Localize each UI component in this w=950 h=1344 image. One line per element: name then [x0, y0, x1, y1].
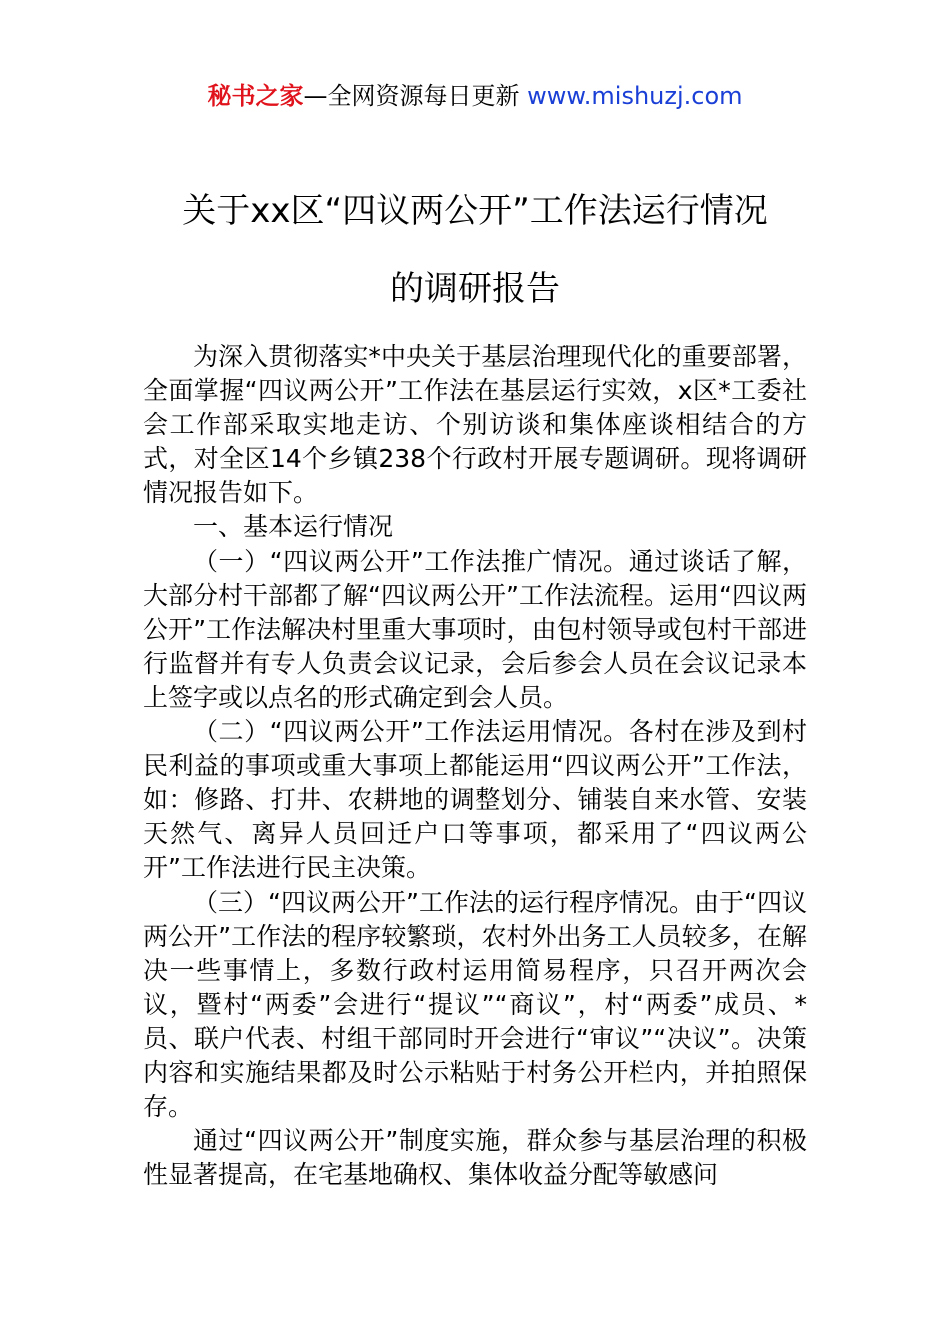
header-tagline: —全网资源每日更新 — [303, 82, 528, 110]
document-body — [143, 340, 807, 1192]
section-heading-1: 一、基本运行情况 — [193, 512, 394, 542]
paragraph-4: 通过“四议两公开”制度实施，群众参与基层治理的积极性显著提高，在宅基地确权、集体收益分配等敏感问 — [143, 1126, 807, 1190]
document-title — [100, 172, 850, 328]
paragraph-1: （一）“四议两公开”工作法推广情况。通过谈话了解，大部分村干部都了解“四议两公开”工作法流程。运用“四议两公开”工作法解决村里重大事项时，由包村领导或包村干部进行监督并有专人负责会议记录，会后参会人员在会议记录本上签字或以点名的形式确定到会人员。 — [143, 546, 807, 712]
paragraph-intro: 为深入贯彻落实*中央关于基层治理现代化的重要部署，全面掌握“四议两公开”工作法在基层运行实效，x区*工委社会工作部采取实地走访、个别访谈和集体座谈相结合的方式，对全区14个乡镇238个行政村开展专题调研。现将调研情况报告如下。 — [143, 342, 807, 508]
site-header — [0, 80, 950, 112]
paragraph-2: （二）“四议两公开”工作法运用情况。各村在涉及到村民利益的事项或重大事项上都能运用“四议两公开”工作法，如：修路、打井、农耕地的调整划分、铺装自来水管、安装天然气、离异人员回迁户口等事项，都采用了“四议两公开”工作法进行民主决策。 — [143, 717, 807, 883]
paragraph-3: （三）“四议两公开”工作法的运行程序情况。由于“四议两公开”工作法的程序较繁琐，农村外出务工人员较多，在解决一些事情上，多数行政村运用简易程序，只召开两次会议，暨村“两委”会进行“提议”“商议”，村“两委”成员、*员、联户代表、村组干部同时开会进行“审议”“决议”。决策内容和实施结果都及时公示粘贴于村务公开栏内，并拍照保存。 — [143, 887, 807, 1122]
brand-name: 秘书之家 — [207, 82, 304, 110]
site-url-link[interactable]: www.mishuzj.com — [527, 82, 743, 110]
title-line-2: 的调研报告 — [390, 269, 560, 309]
title-line-1: 关于xx区“四议两公开”工作法运行情况 — [182, 191, 768, 231]
